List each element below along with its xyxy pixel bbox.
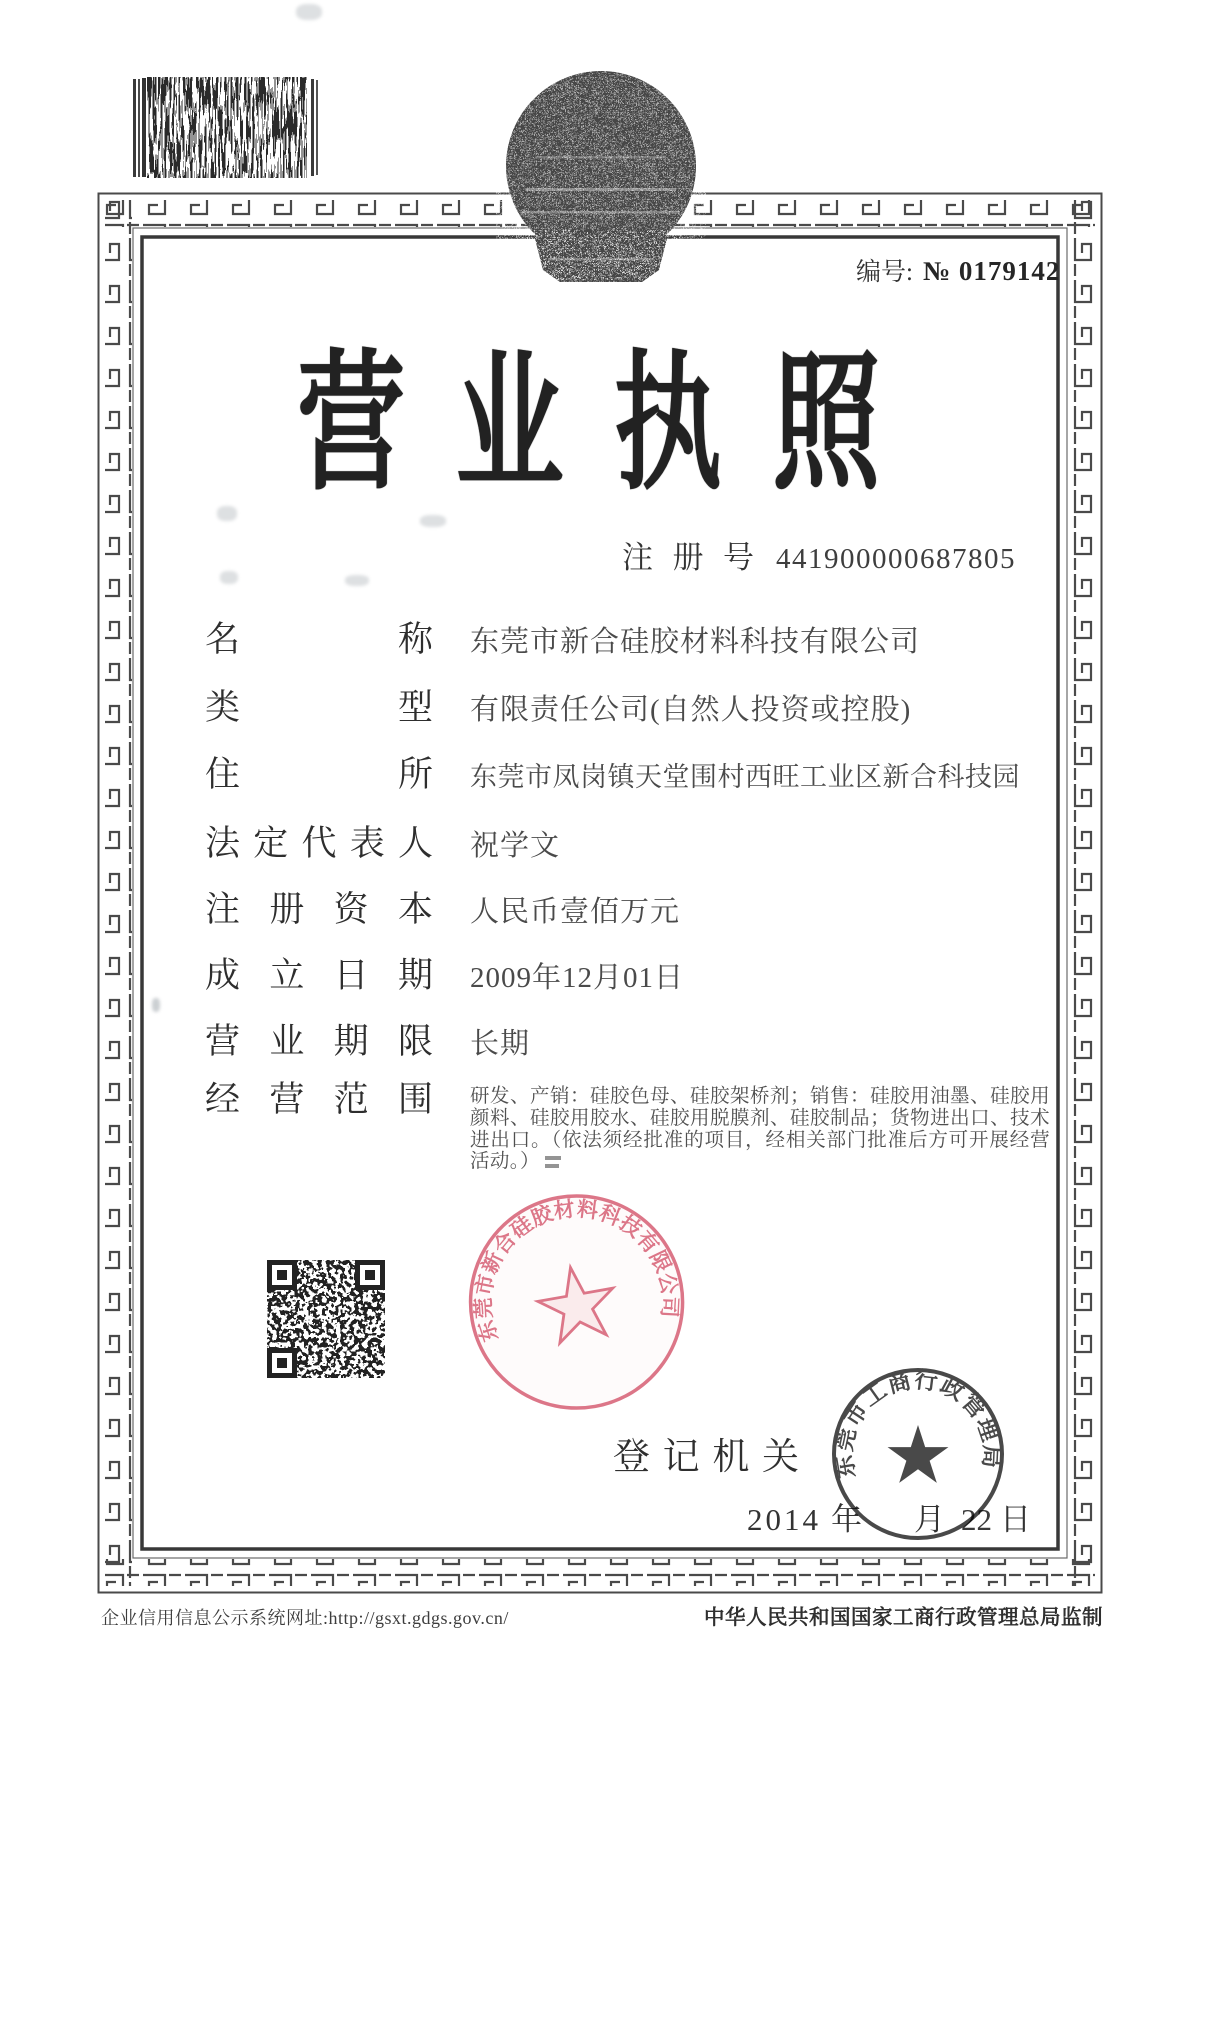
field-label: 成 立 日 期 bbox=[205, 956, 433, 995]
registration-number-label: 注 册 号 bbox=[622, 540, 754, 575]
field-value: 2009年12月01日 bbox=[470, 962, 685, 994]
scan-artifact bbox=[420, 515, 446, 527]
serial-number bbox=[856, 252, 1060, 288]
field-value: 东莞市新合硅胶材料科技有限公司 bbox=[470, 626, 921, 658]
field-value: 长期 bbox=[470, 1028, 531, 1060]
field-label: 营 业 期 限 bbox=[205, 1022, 433, 1061]
emblem-silhouette bbox=[506, 71, 696, 282]
certificate-title: 营业执照 bbox=[297, 337, 931, 511]
qr-code-icon bbox=[259, 1252, 393, 1391]
field-label: 类 型 bbox=[205, 688, 433, 727]
serial-value: № 0179142 bbox=[922, 256, 1061, 286]
scan-artifact bbox=[152, 998, 160, 1012]
field-row-type bbox=[205, 688, 1065, 728]
field-row-establish-date bbox=[205, 956, 1065, 996]
field-row-registered-capital bbox=[205, 890, 1065, 930]
national-emblem-icon bbox=[496, 70, 706, 297]
scan-artifact bbox=[220, 571, 238, 584]
scan-artifact bbox=[545, 1164, 559, 1168]
star-icon bbox=[888, 1425, 949, 1483]
field-label: 注 册 资 本 bbox=[205, 890, 433, 929]
issue-date-year-unit: 年 bbox=[831, 1502, 862, 1537]
field-label: 经 营 范 围 bbox=[205, 1080, 433, 1119]
issue-date-year: 2014 bbox=[747, 1502, 821, 1537]
issue-date-day: 22 bbox=[961, 1502, 992, 1537]
footer-issuing-authority: 中华人民共和国国家工商行政管理总局监制 bbox=[704, 1607, 1103, 1629]
issue-date-day-unit: 日 bbox=[1000, 1502, 1031, 1537]
field-label: 住 所 bbox=[205, 755, 433, 794]
registrar-label: 登 记 机 关 bbox=[613, 1437, 799, 1478]
field-value: 东莞市凤岗镇天堂围村西旺工业区新合科技园 bbox=[470, 762, 1020, 792]
field-row-legal-representative bbox=[205, 824, 1065, 864]
field-value: 祝学文 bbox=[470, 830, 561, 862]
company-seal bbox=[442, 1168, 712, 1442]
company-seal-text: 东莞市新合硅胶材料科技有限公司 bbox=[471, 1196, 683, 1345]
scan-artifact bbox=[296, 4, 322, 20]
registrar-seal bbox=[827, 1363, 1009, 1550]
field-row-address bbox=[205, 755, 1065, 795]
field-label: 名 称 bbox=[205, 620, 433, 659]
issue-date-month-unit: 月 bbox=[914, 1502, 945, 1537]
registration-number bbox=[622, 532, 1016, 577]
scan-artifact bbox=[545, 1156, 561, 1160]
field-row-business-scope bbox=[205, 1080, 1065, 1173]
field-label: 法 定 代 表 人 bbox=[205, 824, 433, 863]
field-value: 研发、产销：硅胶色母、硅胶架桥剂；销售：硅胶用油墨、硅胶用颜料、硅胶用胶水、硅胶用脱膜剂、硅胶制品；货物进出口、技术进出口。（依法须经批准的项目，经相关部门批准后方可开展经营活动。） bbox=[470, 1086, 1050, 1173]
field-value: 有限责任公司(自然人投资或控股) bbox=[470, 694, 912, 726]
scan-artifact bbox=[217, 506, 237, 521]
registrar-seal-text: 东莞市工商行政管理局 bbox=[831, 1367, 1005, 1481]
field-value: 人民币壹佰万元 bbox=[470, 896, 681, 928]
field-row-name bbox=[205, 620, 1065, 660]
registration-number-value: 441900000687805 bbox=[776, 543, 1016, 575]
barcode-icon bbox=[133, 75, 320, 185]
footer-public-info-url: 企业信用信息公示系统网址:http://gsxt.gdgs.gov.cn/ bbox=[101, 1608, 509, 1628]
serial-label: 编号: bbox=[856, 259, 913, 286]
scan-artifact bbox=[345, 575, 369, 586]
field-row-business-term bbox=[205, 1022, 1065, 1062]
